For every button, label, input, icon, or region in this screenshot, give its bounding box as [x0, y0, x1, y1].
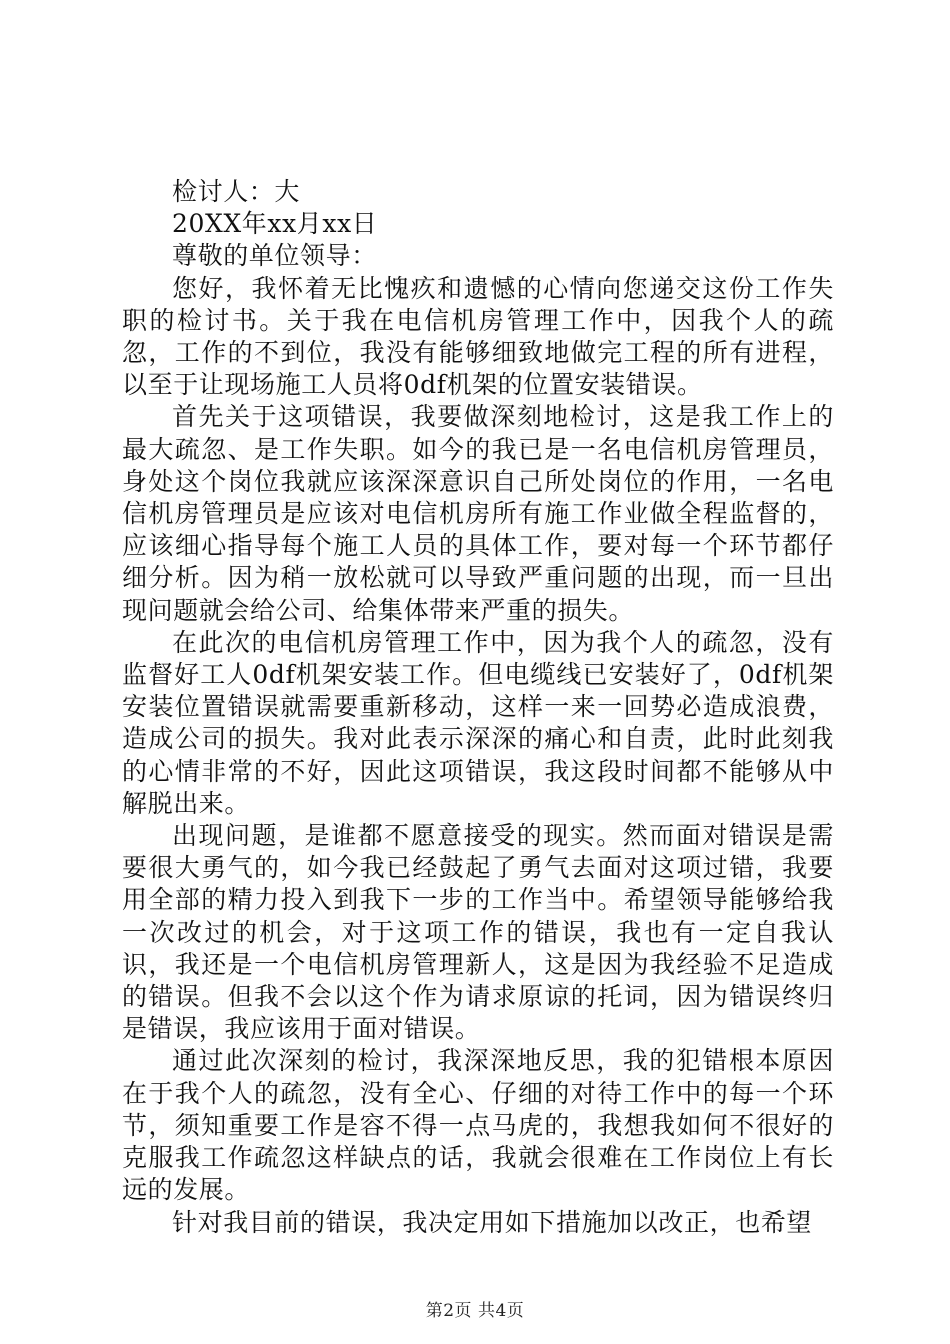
paragraph: 在此次的电信机房管理工作中，因为我个人的疏忽，没有监督好工人0df机架安装工作。但电缆线已安装好了，0df机架安装位置错误就需要重新移动，这样一来一回势必造成浪费，造成公司的损失。我对此表示深深的痛心和自责，此时此刻我的心情非常的不好，因此这项错误，我这段时间都不能够从中解脱出来。 [122, 627, 834, 818]
paragraph: 针对我目前的错误，我决定用如下措施加以改正，也希望 [172, 1207, 813, 1237]
salutation: 尊敬的单位领导： [172, 241, 377, 271]
paragraph: 出现问题，是谁都不愿意接受的现实。然而面对错误是需要很大勇气的，如今我已经鼓起了勇气去面对这项过错，我要用全部的精力投入到我下一步的工作当中。希望领导能够给我一次改过的机会，对于这项工作的错误，我也有一定自我认识，我还是一个电信机房管理新人，这是因为我经验不足造成的错误。但我不会以这个作为请求原谅的托词，因为错误终归是错误，我应该用于面对错误。 [122, 821, 834, 1044]
signer-line: 检讨人：大 [172, 177, 301, 206]
date-line: 20XX年xx月xx日 [172, 209, 378, 239]
paragraph: 首先关于这项错误，我要做深刻地检讨，这是我工作上的最大疏忽、是工作失职。如今的我已是一名电信机房管理员，身处这个岗位我就应该深深意识自己所处岗位的作用，一名电信机房管理员是应该对电信机房所有施工作业做全程监督的，应该细心指导每个施工人员的具体工作，要对每一个环节都仔细分析。因为稍一放松就可以导致严重问题的出现，而一旦出现问题就会给公司、给集体带来严重的损失。 [122, 402, 834, 625]
page-footer: 第2页 共4页 [425, 1301, 525, 1321]
paragraph: 您好，我怀着无比愧疚和遗憾的心情向您递交这份工作失职的检讨书。关于我在电信机房管理工作中，因我个人的疏忽，工作的不到位，我没有能够细致地做完工程的所有进程，以至于让现场施工人员将0df机架的位置安装错误。 [122, 273, 834, 400]
document-body [122, 176, 834, 1239]
paragraph: 通过此次深刻的检讨，我深深地反思，我的犯错根本原因在于我个人的疏忽，没有全心、仔细的对待工作中的每一个环节，须知重要工作是容不得一点马虎的，我想我如何不很好的克服我工作疏忽这样缺点的话，我就会很难在工作岗位上有长远的发展。 [122, 1046, 834, 1205]
